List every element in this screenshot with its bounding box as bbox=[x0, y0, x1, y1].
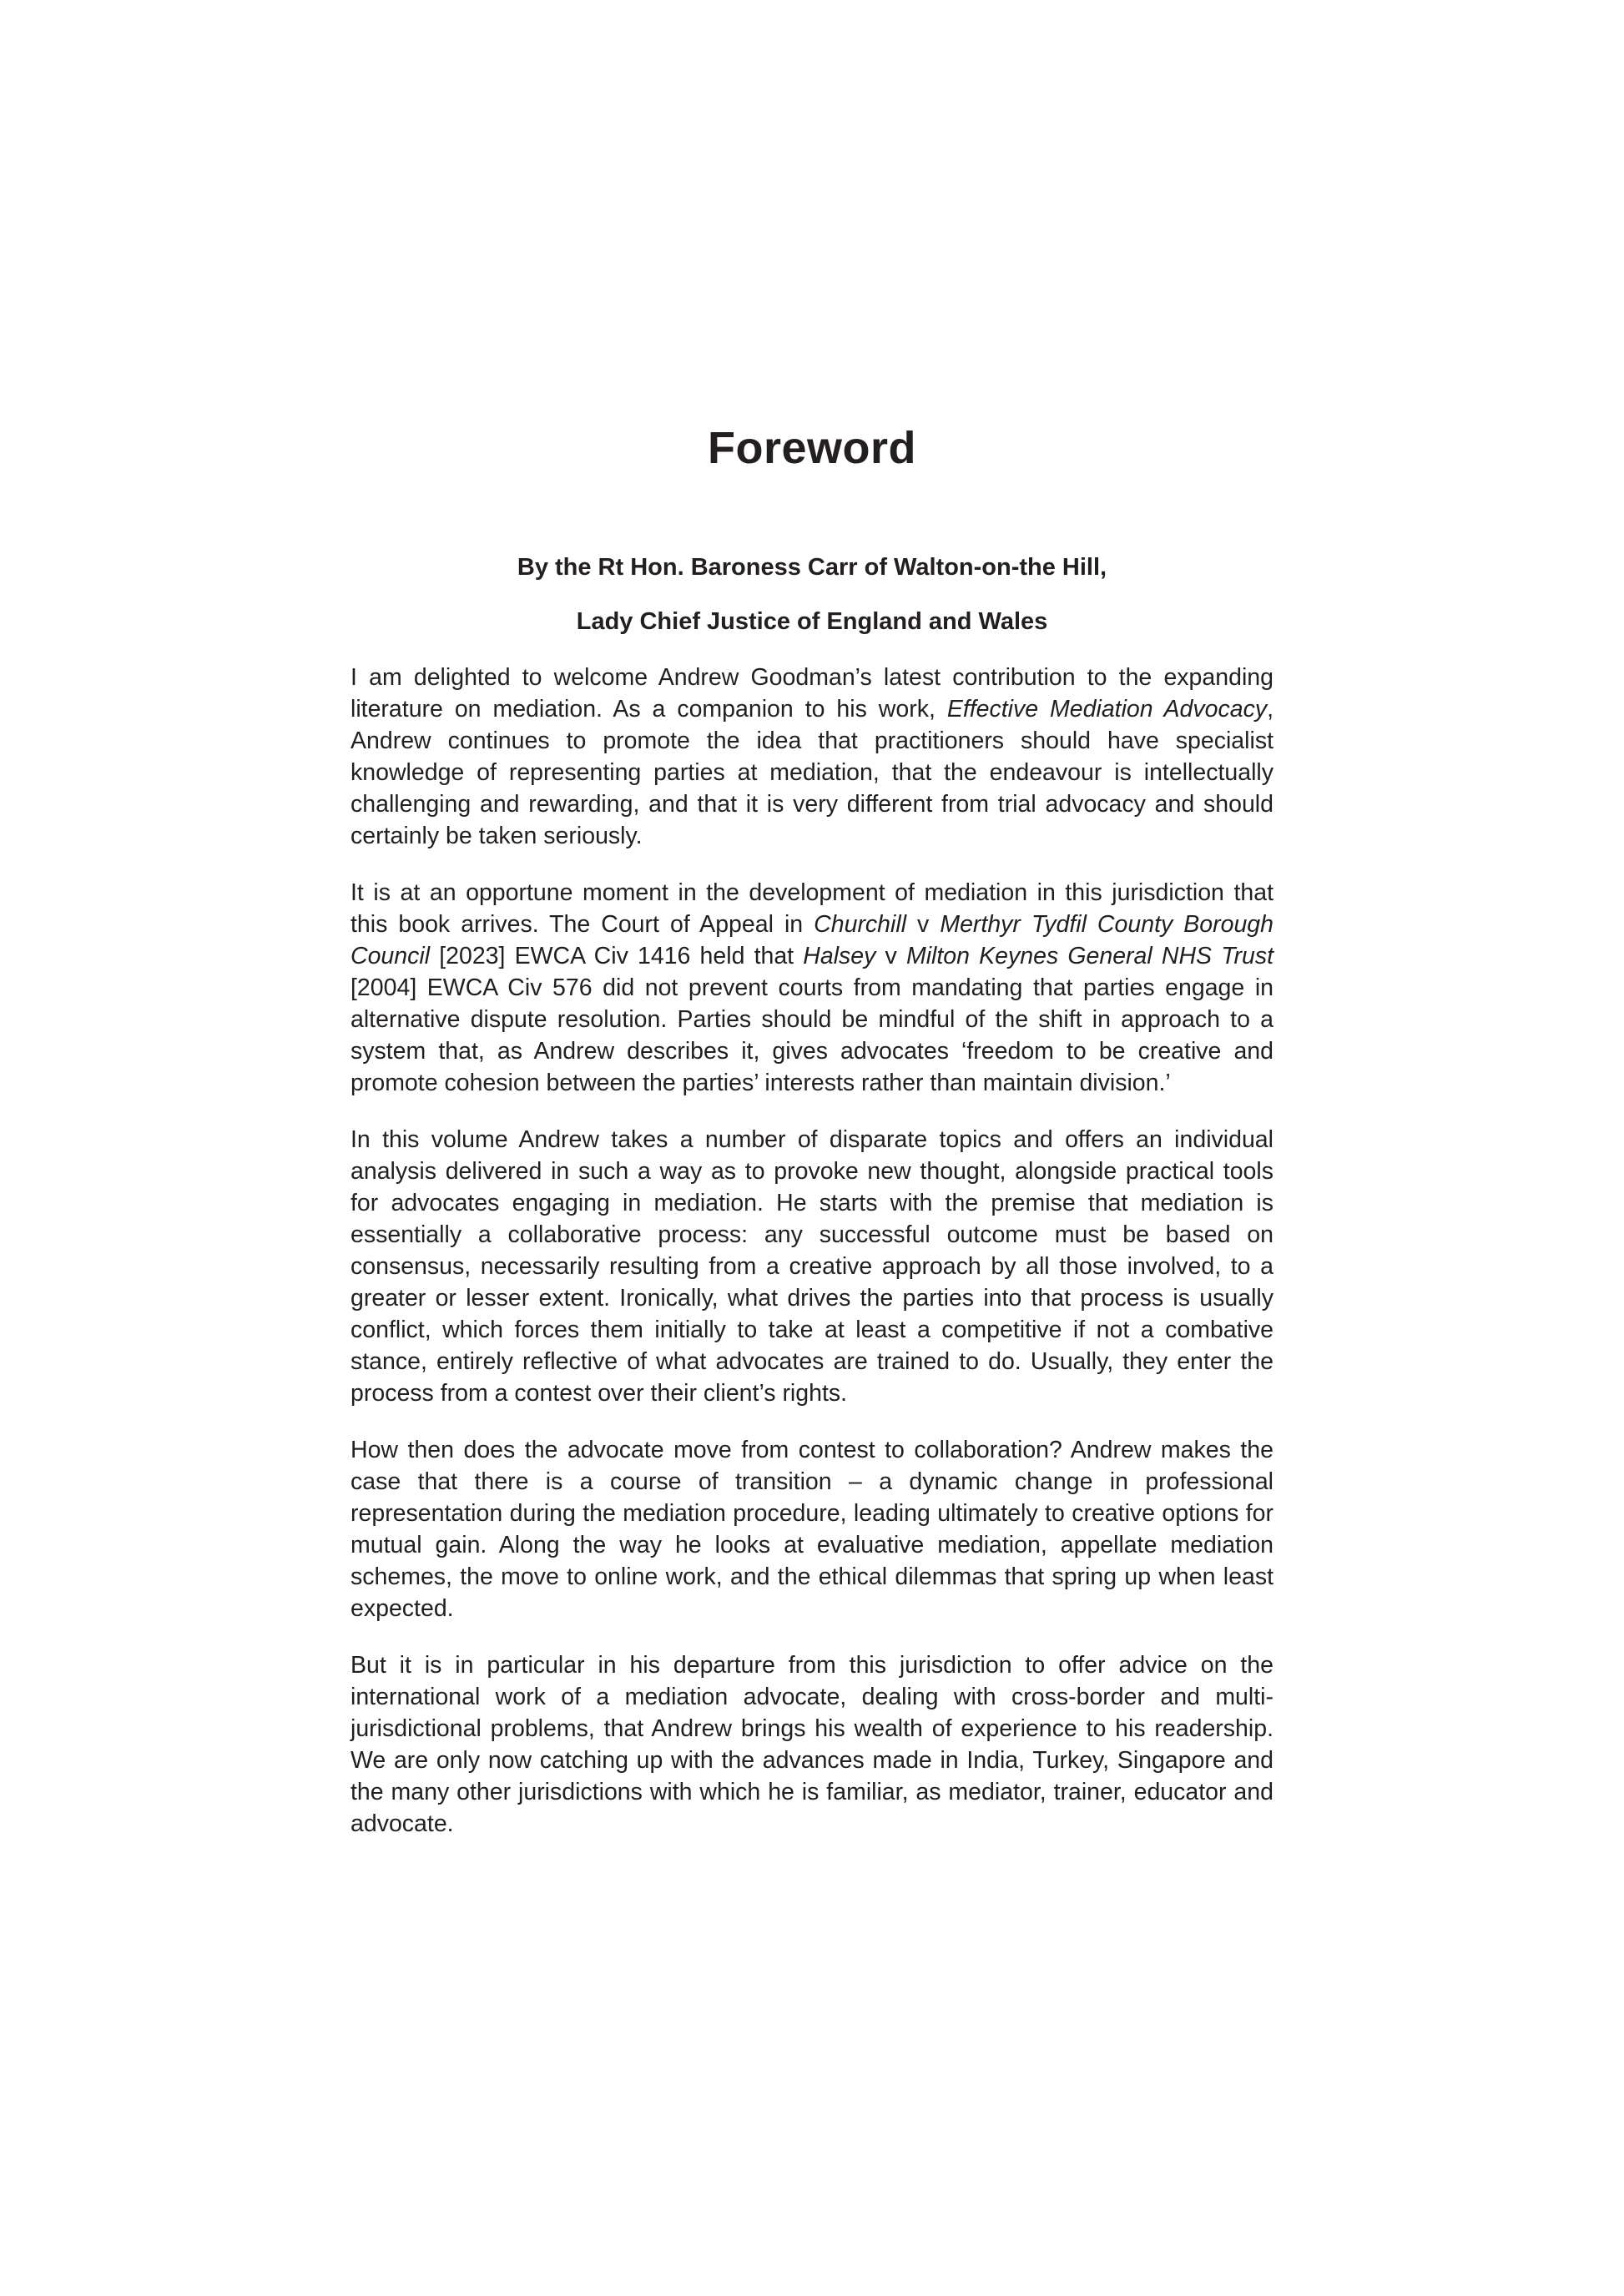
byline-line-2: Lady Chief Justice of England and Wales bbox=[576, 608, 1048, 635]
text-segment: I am delighted to welcome Andrew Goodman’s latest contribution to the expanding literature on mediation. As a companion to his work, bbox=[351, 664, 1273, 723]
text-segment: v bbox=[875, 943, 906, 969]
italic-text-segment: Merthyr Tydfil County Borough Council bbox=[351, 911, 1274, 969]
text-segment: It is at an opportune moment in the development of mediation in this jurisdiction that this book arrives. The Court of Appeal in bbox=[351, 879, 1273, 938]
page-title: Foreword bbox=[707, 423, 916, 473]
italic-text-segment: Milton Keynes General NHS Trust bbox=[905, 943, 1274, 969]
paragraph bbox=[351, 1434, 1273, 1624]
paragraph bbox=[351, 1649, 1273, 1840]
text-segment: [2023] EWCA Civ 1416 held that bbox=[430, 943, 804, 969]
italic-text-segment: Halsey bbox=[803, 943, 876, 969]
italic-text-segment: Churchill bbox=[814, 911, 907, 938]
paragraph bbox=[351, 1124, 1273, 1409]
paragraph bbox=[351, 662, 1273, 852]
paragraph bbox=[351, 877, 1273, 1099]
text-segment: v bbox=[906, 911, 941, 938]
text-segment: But it is in particular in his departure from this jurisdiction to offer advice on the international work of a mediation advocate, dealing with cross-border and multi-jurisdictional problems, that Andrew brings his wealth of experience to his readership. We are only now catching up with the advances made in India, Turkey, Singapore and the many other jurisdictions with which he is familiar, as mediator, trainer, educator and advocate. bbox=[351, 1652, 1273, 1837]
document-page bbox=[351, 0, 1273, 1840]
text-segment: How then does the advocate move from contest to collaboration? Andrew makes the case that there is a course of transition – a dynamic change in professional representation during the mediation procedure, leading ultimately to creative options for mutual gain. Along the way he looks at evaluative mediation, appellate mediation schemes, the move to online work, and the ethical dilemmas that spring up when least expected. bbox=[351, 1437, 1273, 1622]
text-segment: , Andrew continues to promote the idea that practitioners should have specialist knowledge of representing parties at mediation, that the endeavour is intellectually challenging and rewarding, and that it is very different from trial advocacy and should certainly be taken seriously. bbox=[351, 696, 1273, 849]
body-text bbox=[351, 662, 1273, 1840]
text-segment: In this volume Andrew takes a number of disparate topics and offers an individual analysis delivered in such a way as to provoke new thought, alongside practical tools for advocates engaging in mediation. He starts with the premise that mediation is essentially a collaborative process: any successful outcome must be based on consensus, necessarily resulting from a creative approach by all those involved, to a greater or lesser extent. Ironically, what drives the parties into that process is usually conflict, which forces them initially to take at least a competitive if not a combative stance, entirely reflective of what advocates are trained to do. Usually, they enter the process from a contest over their client’s rights. bbox=[351, 1126, 1273, 1407]
byline-line-1: By the Rt Hon. Baroness Carr of Walton-on-the Hill, bbox=[517, 554, 1107, 581]
text-segment: [2004] EWCA Civ 576 did not prevent courts from mandating that parties engage in alternative dispute resolution. Parties should be mindful of the shift in approach to a system that, as Andrew describes it, gives advocates ‘freedom to be creative and promote cohesion between the parties’ interests rather than maintain division.’ bbox=[351, 974, 1273, 1096]
italic-text-segment: Effective Mediation Advocacy bbox=[946, 696, 1268, 723]
